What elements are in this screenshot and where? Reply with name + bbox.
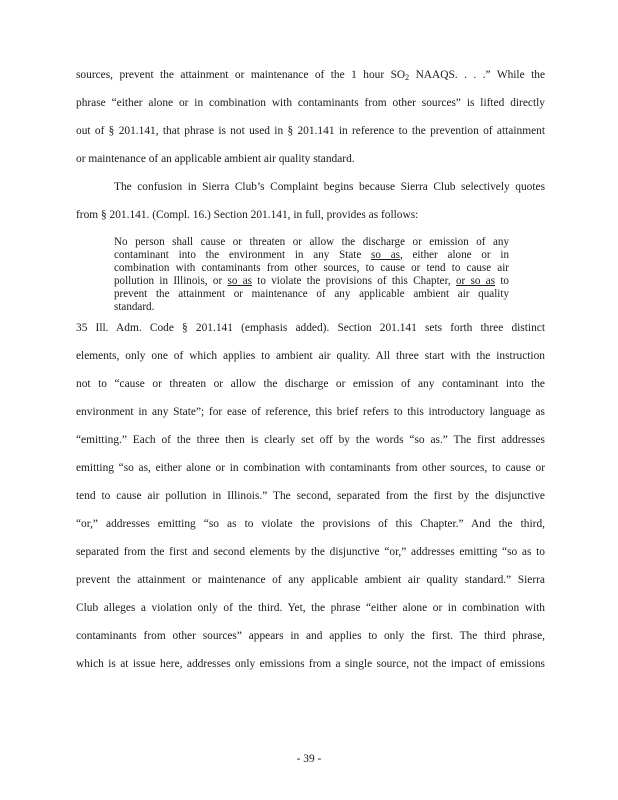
block-quote-line-1: No person shall cause or threaten or allow the discharge or emission of any: [114, 236, 509, 248]
text-segment: to violate the provisions of this Chapter,: [251, 275, 456, 287]
block-quote-line-6: standard.: [114, 301, 155, 313]
paragraph-3-line-4: environment in any State”; for ease of reference, this brief refers to this introductory language as: [76, 406, 545, 418]
page-number: - 39 -: [296, 753, 322, 765]
paragraph-2-line-1: The confusion in Sierra Club’s Complaint begins because Sierra Club selectively quotes: [114, 181, 545, 193]
paragraph-3-line-8: “or,” addresses emitting “so as to violate the provisions of this Chapter.” And the third,: [76, 518, 545, 530]
paragraph-1-line-2: phrase “either alone or in combination with contaminants from other sources” is lifted directly: [76, 97, 545, 109]
paragraph-1-line-1: [76, 68, 545, 85]
text-segment: pollution in Illinois, or: [114, 275, 228, 287]
subscript: 2: [405, 73, 410, 82]
paragraph-3-line-9: separated from the first and second elements by the disjunctive “or,” addresses emitting “so as to: [76, 546, 545, 558]
text-segment: to: [495, 275, 509, 287]
paragraph-3-line-13: which is at issue here, addresses only emissions from a single source, not the impact of emissions: [76, 658, 545, 670]
paragraph-3-line-5: “emitting.” Each of the three then is clearly set off by the words “so as.” The first addresses: [76, 434, 545, 446]
paragraph-3-line-7: tend to cause air pollution in Illinois.” The second, separated from the first by the disjunctive: [76, 490, 545, 502]
emphasis-underline: so as: [227, 275, 252, 287]
text-segment: contaminant into the environment in any State: [114, 249, 372, 261]
paragraph-3-line-10: prevent the attainment or maintenance of any applicable ambient air quality standard.” Sierra: [76, 574, 545, 586]
paragraph-3-line-1: 35 Ill. Adm. Code § 201.141 (emphasis added). Section 201.141 sets forth three distinct: [76, 322, 545, 334]
paragraph-3-line-12: contaminants from other sources” appears in and applies to only the first. The third phrase,: [76, 630, 545, 642]
paragraph-2-line-2: from § 201.141. (Compl. 16.) Section 201.141, in full, provides as follows:: [76, 209, 419, 221]
text-segment: sources, prevent the attainment or maintenance of the 1 hour SO: [76, 69, 406, 81]
block-quote-line-4: [114, 275, 509, 288]
paragraph-3-line-2: elements, only one of which applies to ambient air quality. All three start with the instruction: [76, 350, 545, 362]
paragraph-1-line-4: or maintenance of an applicable ambient air quality standard.: [76, 153, 355, 165]
block-quote-line-3: combination with contaminants from other sources, to cause or tend to cause air: [114, 262, 509, 274]
text-segment: , either alone or in: [399, 249, 509, 261]
paragraph-3-line-3: not to “cause or threaten or allow the discharge or emission of any contaminant into the: [76, 378, 545, 390]
paragraph-3-line-6: emitting “so as, either alone or in combination with contaminants from other sources, to cause or: [76, 462, 545, 474]
paragraph-1-line-3: out of § 201.141, that phrase is not used in § 201.141 in reference to the prevention of attainment: [76, 125, 545, 137]
block-quote-line-2: [114, 249, 509, 262]
paragraph-3-line-11: Club alleges a violation only of the third. Yet, the phrase “either alone or in combination with: [76, 602, 545, 614]
text-segment: NAAQS. . . .” While the: [409, 69, 546, 81]
emphasis-underline: so as: [371, 249, 400, 261]
emphasis-underline: or so as: [455, 275, 496, 287]
block-quote-line-5: prevent the attainment or maintenance of any applicable ambient air quality: [114, 288, 509, 300]
